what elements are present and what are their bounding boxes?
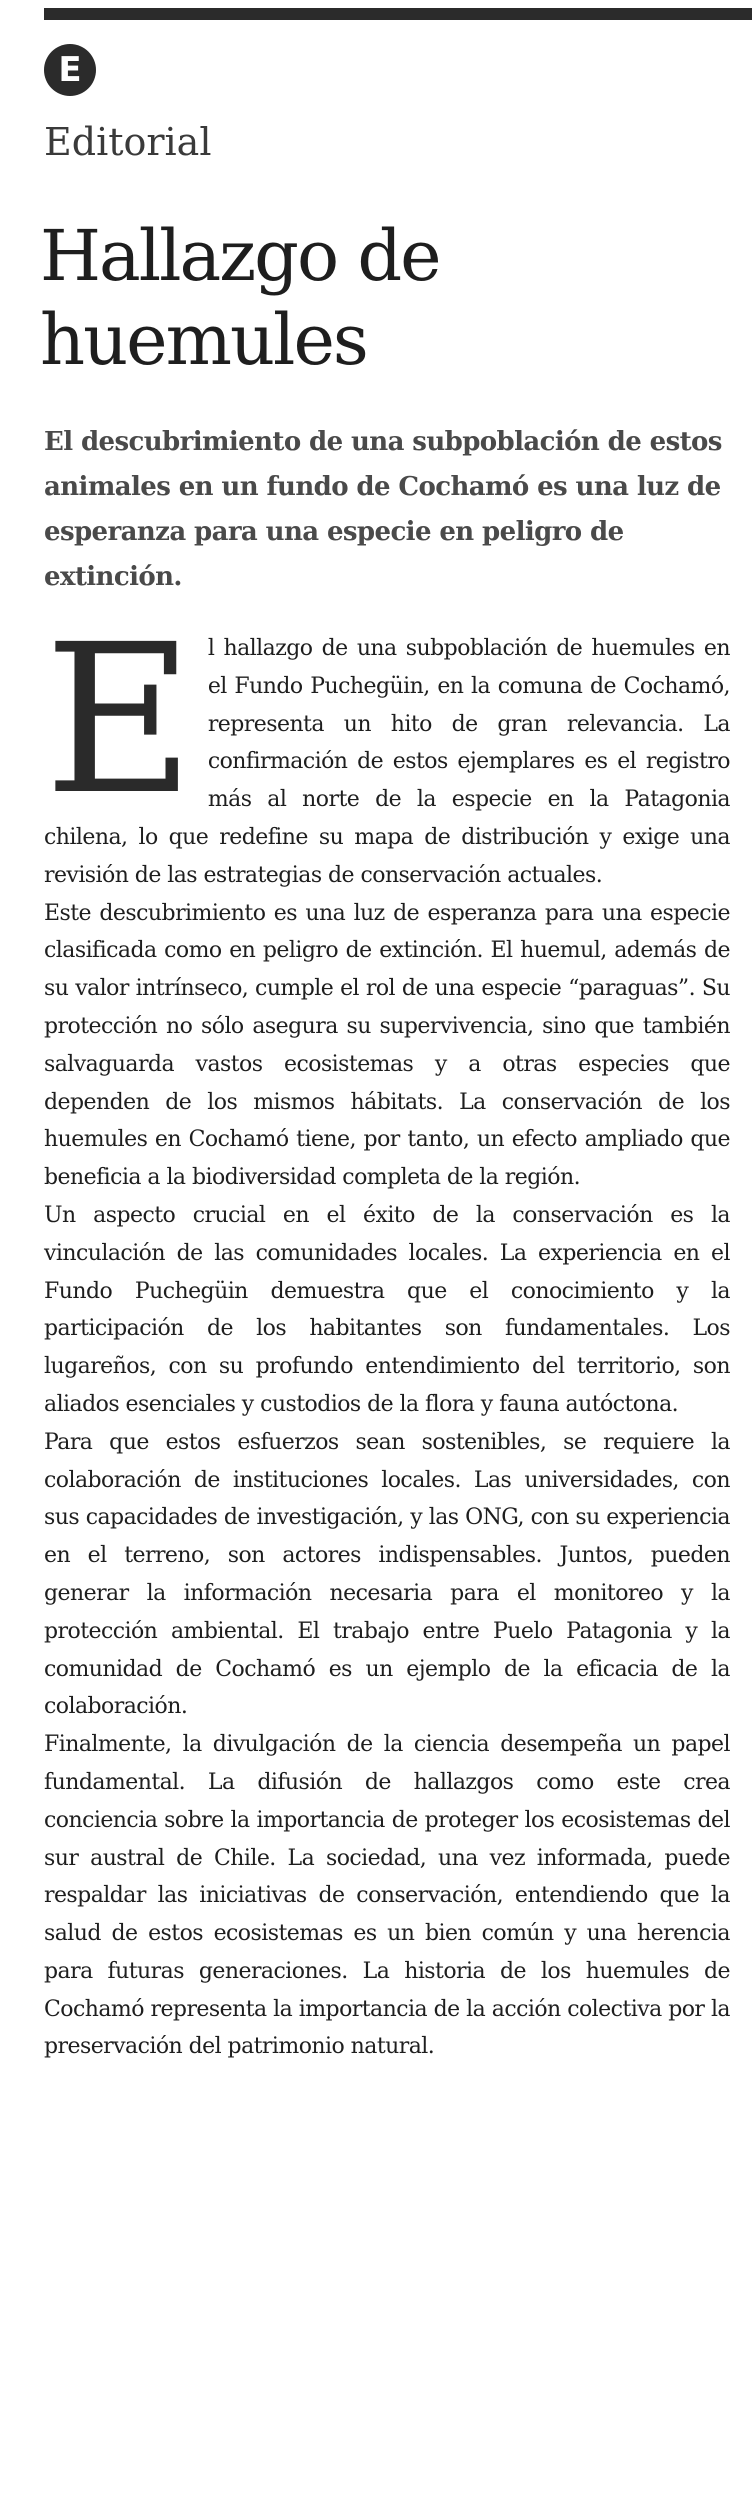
- headline-line-1: Hallazgo de: [40, 215, 440, 297]
- article-body: [44, 600, 730, 2066]
- article-paragraph-4: Para que estos esfuerzos sean sostenibles, se requiere la colaboración de instituciones locales. Las universidades, con sus capacidades de investigación, y las ONG, con su experiencia en el terreno, son actores indispensables. Juntos, pueden generar la información necesaria para el monitoreo y la protección ambiental. El trabajo entre Puelo Patagonia y la comunidad de Cochamó es un ejemplo de la eficacia de la colaboración.: [44, 1429, 730, 1720]
- article-paragraph-1: [44, 600, 730, 895]
- article-paragraph-3: Un aspecto crucial en el éxito de la conservación es la vinculación de las comunidades locales. La experiencia en el Fundo Puchegüin demuestra que el conocimiento y la participación de los habitantes son fundamentales. Los lugareños, con su profundo entendimiento del territorio, son aliados esenciales y custodios de la flora y fauna autóctona.: [44, 1202, 730, 1417]
- article-paragraph-2: Este descubrimiento es una luz de esperanza para una especie clasificada como en peligro de extinción. El huemul, además de su valor intrínseco, cumple el rol de una especie “paraguas”. Su protección no sólo asegura su supervivencia, sino que también salvaguarda vastos ecosistemas y a otras especies que dependen de los mismos hábitats. La conservación de los huemules en Cochamó tiene, por tanto, un efecto ampliado que beneficia a la biodiversidad completa de la región.: [44, 900, 730, 1191]
- deck-subtitle: El descubrimiento de una subpoblación de estos animales en un fundo de Cochamó es una luz de esperanza para una especie en peligro de extinción.: [44, 427, 722, 592]
- article-paragraph-1-text: l hallazgo de una subpoblación de huemules en el Fundo Puchegüin, en la comuna de Cochamó, representa un hito de gran relevancia. La confirmación de estos ejemplares es el registro más al norte de la especie en la Patagonia chilena, lo que redefine su mapa de distribución y exige una revisión de las estrategias de conservación actuales.: [44, 636, 730, 888]
- top-rule: [44, 8, 752, 20]
- headline-line-2: huemules: [40, 299, 367, 381]
- article-paragraph-5: Finalmente, la divulgación de la ciencia desempeña un papel fundamental. La difusión de hallazgos como este crea conciencia sobre la importancia de proteger los ecosistemas del sur austral de Chile. La sociedad, una vez informada, puede respaldar las iniciativas de conservación, entendiendo que la salud de estos ecosistemas es un bien común y una herencia para futuras generaciones. La historia de los huemules de Cochamó representa la importancia de la acción colectiva por la preservación del patrimonio natural.: [44, 1732, 730, 2060]
- dropcap: E: [44, 600, 194, 840]
- headline: [40, 214, 730, 382]
- section-label: Editorial: [44, 120, 212, 164]
- section-badge-icon: E: [44, 44, 96, 96]
